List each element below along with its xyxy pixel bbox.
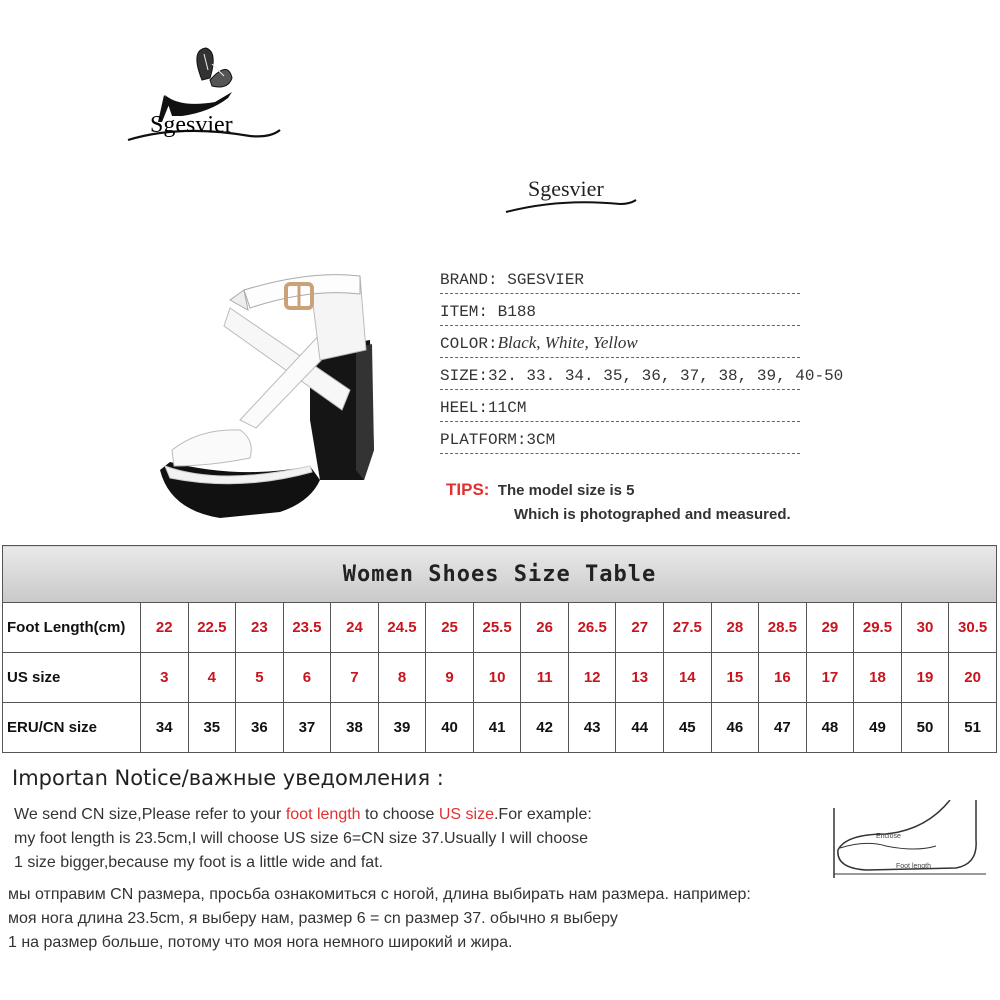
size-cell: 41 bbox=[473, 703, 521, 753]
size-cell: 35 bbox=[188, 703, 236, 753]
size-cell: 44 bbox=[616, 703, 664, 753]
size-cell: 49 bbox=[854, 703, 902, 753]
size-cell: 18 bbox=[854, 653, 902, 703]
size-cell: 23 bbox=[236, 603, 284, 653]
size-cell: 50 bbox=[901, 703, 949, 753]
product-specs bbox=[440, 262, 844, 454]
size-cell: 13 bbox=[616, 653, 664, 703]
svg-text:Foot length: Foot length bbox=[896, 863, 932, 870]
tips-line2: Which is photographed and measured. bbox=[514, 506, 791, 523]
size-cell: 40 bbox=[426, 703, 474, 753]
size-cell: 28 bbox=[711, 603, 759, 653]
size-cell: 51 bbox=[949, 703, 997, 753]
size-cell: 30 bbox=[901, 603, 949, 653]
size-cell: 47 bbox=[759, 703, 807, 753]
size-row-label: Foot Length(cm) bbox=[3, 603, 141, 653]
size-cell: 30.5 bbox=[949, 603, 997, 653]
size-cell: 27.5 bbox=[664, 603, 712, 653]
size-cell: 25.5 bbox=[473, 603, 521, 653]
size-cell: 15 bbox=[711, 653, 759, 703]
product-sandal-image bbox=[160, 240, 400, 540]
size-cell: 37 bbox=[283, 703, 331, 753]
size-row-label: ERU/CN size bbox=[3, 703, 141, 753]
size-cell: 24 bbox=[331, 603, 379, 653]
size-cell: 46 bbox=[711, 703, 759, 753]
spec-size: SIZE:32. 33. 34. 35, 36, 37, 38, 39, 40-50 bbox=[440, 358, 800, 390]
size-cell: 3 bbox=[141, 653, 189, 703]
size-cell: 36 bbox=[236, 703, 284, 753]
size-cell: 23.5 bbox=[283, 603, 331, 653]
foot-measure-diagram bbox=[826, 800, 996, 880]
size-table-row bbox=[3, 703, 997, 753]
size-cell: 19 bbox=[901, 653, 949, 703]
notice-title: Importan Notice/важные уведомления : bbox=[12, 766, 444, 790]
size-cell: 39 bbox=[378, 703, 426, 753]
high-heel-butterfly-logo-icon bbox=[120, 40, 290, 160]
spec-color: COLOR:Black, White, Yellow bbox=[440, 326, 800, 358]
size-cell: 12 bbox=[568, 653, 616, 703]
size-cell: 6 bbox=[283, 653, 331, 703]
size-cell: 45 bbox=[664, 703, 712, 753]
spec-item: ITEM: B188 bbox=[440, 294, 800, 326]
spec-platform: PLATFORM:3CM bbox=[440, 422, 800, 454]
size-cell: 9 bbox=[426, 653, 474, 703]
size-cell: 38 bbox=[331, 703, 379, 753]
size-cell: 27 bbox=[616, 603, 664, 653]
size-cell: 7 bbox=[331, 653, 379, 703]
tips-note bbox=[446, 478, 791, 527]
foot-outline-icon bbox=[826, 800, 996, 880]
size-table-title: Women Shoes Size Table bbox=[3, 546, 997, 603]
spec-heel: HEEL:11CM bbox=[440, 390, 800, 422]
size-cell: 29 bbox=[806, 603, 854, 653]
size-cell: 11 bbox=[521, 653, 569, 703]
notice-russian: мы отправим CN размера, просьба ознакомиться с ногой, длина выбирать нам размера. например: моя нога длина 23.5cm, я выберу нам, размер 6 = cn размер 37. обычно я выберу 1 на размер больше, потому что моя нога немного широкий и жира. bbox=[8, 886, 751, 951]
size-cell: 5 bbox=[236, 653, 284, 703]
tips-label: TIPS: bbox=[446, 480, 490, 499]
svg-text:Enclose: Enclose bbox=[876, 833, 901, 840]
size-table-row bbox=[3, 653, 997, 703]
brand-logo-small bbox=[500, 168, 640, 220]
size-cell: 29.5 bbox=[854, 603, 902, 653]
size-table bbox=[2, 545, 997, 753]
brand-logo-large bbox=[120, 40, 290, 160]
size-cell: 24.5 bbox=[378, 603, 426, 653]
size-cell: 25 bbox=[426, 603, 474, 653]
size-cell: 14 bbox=[664, 653, 712, 703]
size-cell: 26 bbox=[521, 603, 569, 653]
size-table-row bbox=[3, 603, 997, 653]
size-row-label: US size bbox=[3, 653, 141, 703]
size-cell: 43 bbox=[568, 703, 616, 753]
spec-brand: BRAND: SGESVIER bbox=[440, 262, 800, 294]
size-cell: 17 bbox=[806, 653, 854, 703]
svg-text:Sgesvier: Sgesvier bbox=[150, 112, 233, 138]
size-cell: 20 bbox=[949, 653, 997, 703]
size-cell: 8 bbox=[378, 653, 426, 703]
size-cell: 22.5 bbox=[188, 603, 236, 653]
size-cell: 10 bbox=[473, 653, 521, 703]
notice-english: We send CN size,Please refer to your foot length to choose US size.For example: my foot length is 23.5cm,I will choose US size 6=CN size 37.Usually I will choose 1 size bigger,because my foot is a little wide and fat. bbox=[14, 806, 592, 871]
size-cell: 22 bbox=[141, 603, 189, 653]
size-cell: 34 bbox=[141, 703, 189, 753]
size-cell: 26.5 bbox=[568, 603, 616, 653]
size-cell: 48 bbox=[806, 703, 854, 753]
size-cell: 4 bbox=[188, 653, 236, 703]
size-cell: 28.5 bbox=[759, 603, 807, 653]
brand-logo-small-text: Sgesvier bbox=[528, 176, 604, 201]
size-cell: 42 bbox=[521, 703, 569, 753]
tips-line1: The model size is 5 bbox=[497, 482, 635, 499]
size-cell: 16 bbox=[759, 653, 807, 703]
